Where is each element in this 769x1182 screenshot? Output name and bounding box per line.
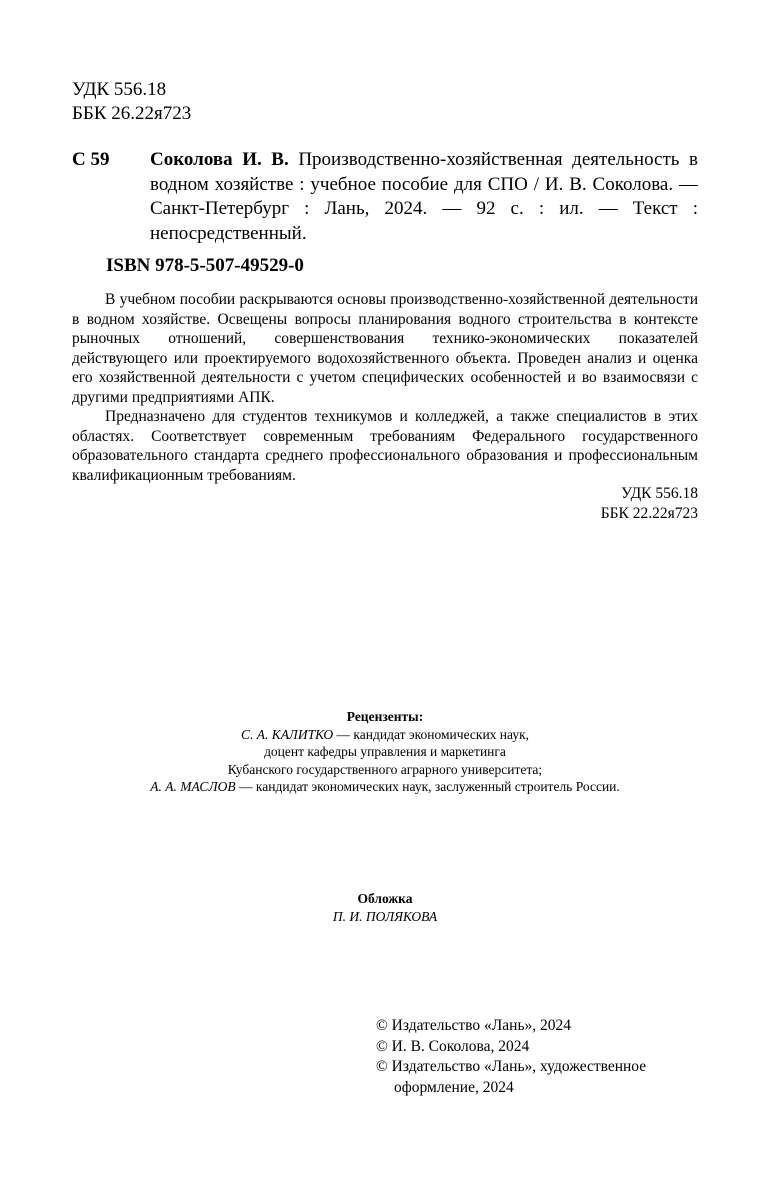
annotation-paragraph: В учебном пособии раскрываются основы производственно-хозяйственной деятельности в водном хозяйстве. Освещены вопросы планирования водного строительства в контексте рыночных отношений, совершенствования технико-экономических показателей действующего или проектируемого водохозяйственного объекта. Проведен анализ и оценка его хозяйственной деятельности с учетом специфических особенностей и во взаимосвязи с другими предприятиями АПК. xyxy=(72,291,698,406)
reviewer-1-position: доцент кафедры управления и маркетинга xyxy=(264,744,506,759)
author-sign: С 59 xyxy=(72,149,110,170)
copyright-line: © И. В. Соколова, 2024 xyxy=(376,1037,530,1055)
catalog-entry xyxy=(72,148,698,247)
reviewer-2 xyxy=(72,778,698,796)
description-text: Производственно-хозяйственная деятельность в водном хозяйстве : учебное пособие для СПО / И. В. Соколова. — Санкт-Петербург : Лань, 2024. — 92 с. : ил. — Текст : непосредственный. xyxy=(150,149,699,245)
classification-header xyxy=(72,78,191,126)
reviewers-heading: Рецензенты: xyxy=(346,709,424,724)
cover-credit xyxy=(72,890,698,925)
annotation-paragraph: Предназначено для студентов техникумов и колледжей, а также специалистов в этих областях. Соответствует современным требованиям Федерального государственного образовательного стандарта среднего профессионального образования и профессиональным квалификационным требованиям. xyxy=(72,408,698,484)
isbn: ISBN 978-5-507-49529-0 xyxy=(106,255,304,276)
reviewer-1 xyxy=(72,726,698,744)
reviewer-1-affiliation: Кубанского государственного аграрного университета; xyxy=(227,761,543,777)
cover-heading: Обложка xyxy=(357,891,413,906)
author-name: Соколова И. В. xyxy=(150,149,289,170)
copyright-block xyxy=(376,1016,696,1098)
annotation xyxy=(72,290,698,485)
copyright-line: © Издательство «Лань», художественное оформление, 2024 xyxy=(376,1058,647,1096)
copyright-line: © Издательство «Лань», 2024 xyxy=(376,1017,572,1034)
bbk-code: ББК 26.22я723 xyxy=(72,103,192,124)
reviewer-2-name: А. А. МАСЛОВ xyxy=(150,779,236,794)
bbk-code-footer: ББК 22.22я723 xyxy=(600,505,698,522)
reviewer-1-title: — кандидат экономических наук, xyxy=(333,726,530,742)
bibliographic-description xyxy=(150,148,698,247)
cover-designer: П. И. ПОЛЯКОВА xyxy=(332,908,438,924)
udk-code: УДК 556.18 xyxy=(72,79,167,100)
reviewer-2-title: — кандидат экономических наук, заслуженный строитель России. xyxy=(235,779,620,794)
udk-code-footer: УДК 556.18 xyxy=(621,485,698,502)
reviewers-block xyxy=(72,708,698,796)
classification-footer xyxy=(400,484,698,524)
reviewer-1-name: С. А. КАЛИТКО xyxy=(240,726,334,742)
